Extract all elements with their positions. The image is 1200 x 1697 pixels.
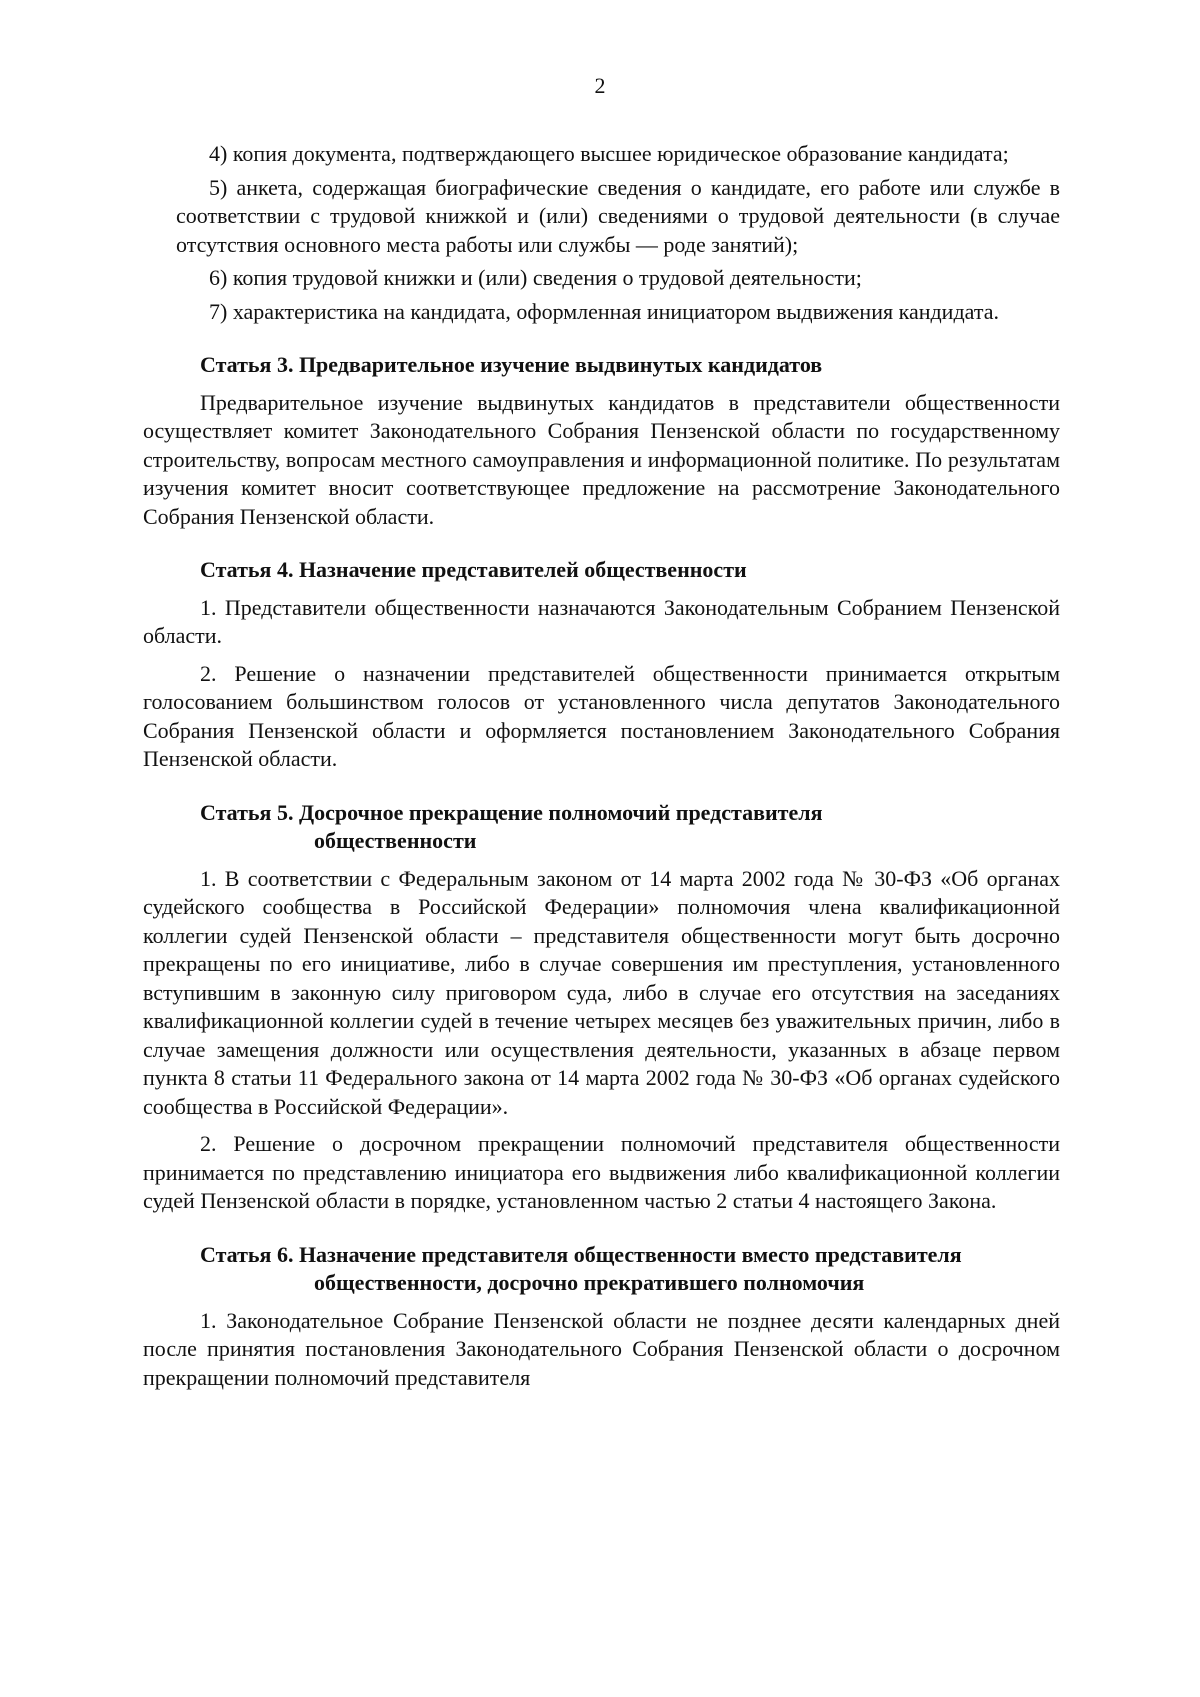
page-number: 2: [594, 73, 606, 98]
list-item-6: 6) копия трудовой книжки и (или) сведения о трудовой деятельности;: [209, 265, 862, 290]
document-list: [143, 140, 1060, 326]
article-3-heading: Статья 3. Предварительное изучение выдвинутых кандидатов: [200, 352, 823, 377]
article-6-heading: [143, 1241, 1060, 1298]
document-body: [143, 140, 1060, 1392]
article-3-paragraph-1: Предварительное изучение выдвинутых кандидатов в представители общественности осуществляет комитет Законодательного Собрания Пензенской области по государственному строительству, вопросам местного самоуправления и информационной политике. По результатам изучения комитет вносит соответствующее предложение на рассмотрение Законодательного Собрания Пензенской области.: [143, 389, 1060, 529]
list-item-7: 7) характеристика на кандидата, оформленная инициатором выдвижения кандидата.: [209, 298, 999, 324]
article-4-paragraph-1: 1. Представители общественности назначаются Законодательным Собранием Пензенской области.: [143, 594, 1060, 648]
article-6-heading-line-2: общественности, досрочно прекратившего полномочия: [314, 1270, 865, 1295]
article-5-heading-line-2: общественности: [314, 828, 477, 853]
article-5-heading-line-1: Статья 5. Досрочное прекращение полномочий представителя: [200, 799, 823, 825]
article-5-heading: [143, 799, 1060, 856]
list-item-5: 5) анкета, содержащая биографические сведения о кандидате, его работе или службе в соответствии с трудовой книжкой и (или) сведениями о трудовой деятельности (в случае отсутствия основного места работы или службы — роде занятий);: [176, 174, 1060, 257]
article-6-heading-line-1: Статья 6. Назначение представителя общественности вместо представителя: [200, 1241, 962, 1267]
list-item-4: 4) копия документа, подтверждающего высшее юридическое образование кандидата;: [209, 141, 1009, 166]
article-5-paragraph-2: 2. Решение о досрочном прекращении полномочий представителя общественности принимается по представлению инициатора его выдвижения либо квалификационной коллегии судей Пензенской области в порядке, установленном частью 2 статьи 4 настоящего Закона.: [143, 1131, 1060, 1213]
article-6-paragraph-1: 1. Законодательное Собрание Пензенской области не позднее десяти календарных дней после принятия постановления Законодательного Собрания Пензенской области о досрочном прекращении полномочий представителя: [143, 1307, 1060, 1390]
article-5-paragraph-1: 1. В соответствии с Федеральным законом от 14 марта 2002 года № 30-ФЗ «Об органах судейского сообщества в Российской Федерации» полномочия члена квалификационной коллегии судей Пензенской области – представителя общественности могут быть досрочно прекращены по его инициативе, либо в случае совершения им преступления, установленного вступившим в законную силу приговором суда, либо в случае его отсутствия на заседаниях квалификационной коллегии судей в течение четырех месяцев без уважительных причин, либо в случае замещения должности или осуществления деятельности, указанных в абзаце первом пункта 8 статьи 11 Федерального закона от 14 марта 2002 года № 30-ФЗ «Об органах судейского сообщества в Российской Федерации».: [143, 865, 1060, 1119]
article-4-heading: Статья 4. Назначение представителей общественности: [200, 557, 747, 582]
article-4-paragraph-2: 2. Решение о назначении представителей общественности принимается открытым голосованием большинством голосов от установленного числа депутатов Законодательного Собрания Пензенской области и оформляется постановлением Законодательного Собрания Пензенской области.: [143, 660, 1060, 771]
